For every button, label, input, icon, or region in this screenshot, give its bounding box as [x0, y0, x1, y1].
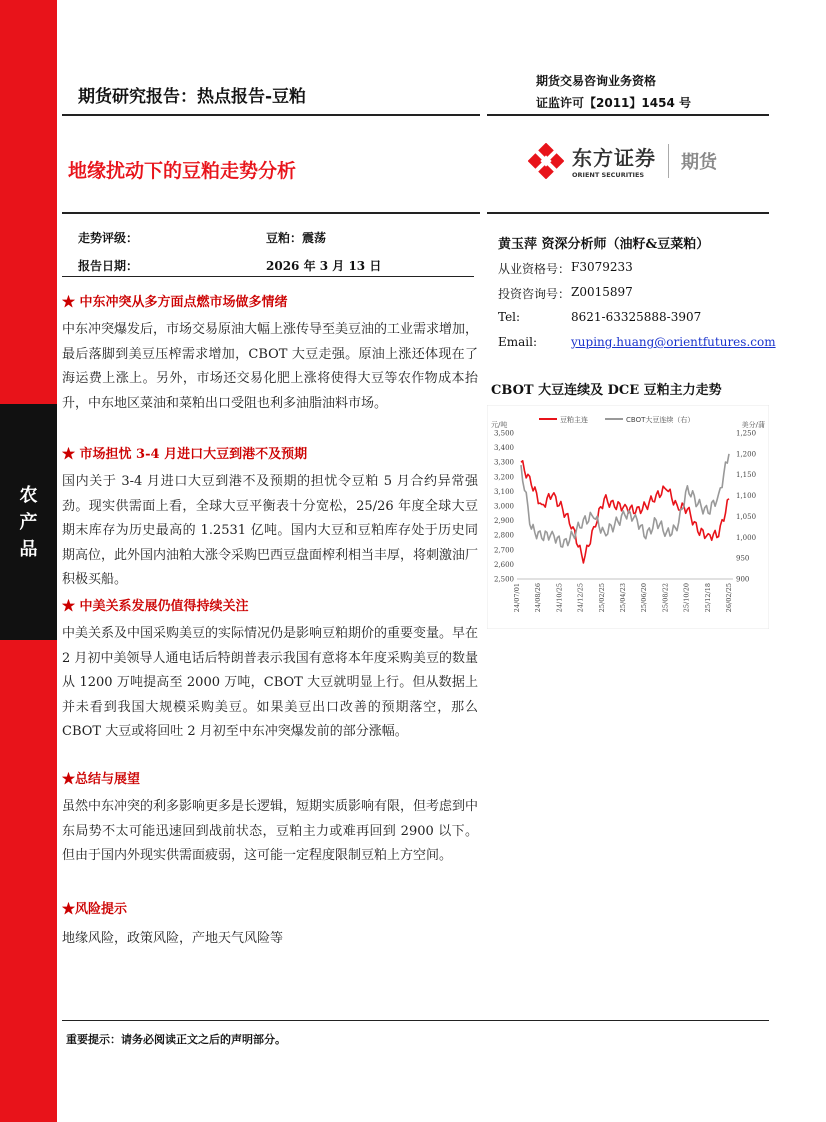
logo-cn-text: 东方证券: [572, 146, 656, 170]
x-tick-label: 25/06/20: [640, 583, 649, 613]
y-tick-left: 2,900: [493, 517, 514, 526]
section-body-2: 国内关于 3-4 月进口大豆到港不及预期的担忧令豆粕 5 月合约异常强劲。现实供需面上看，全球大豆平衡表十分宽松，25/26 年度全球大豆期末库存为历史最高的 1.2531 亿吨。国内大豆和豆粕库存处于历史同期高位，此外国内油粕大涨令采购巴西豆盘面榨利相当丰厚，将刺激油厂积极买船。: [62, 474, 479, 587]
y-tick-right: 1,250: [736, 429, 757, 438]
y-tick-left: 3,200: [493, 473, 514, 482]
x-tick-label: 24/12/25: [576, 583, 585, 613]
x-tick-label: 25/12/18: [703, 583, 712, 613]
qualification-line-1: 期货交易咨询业务资格: [536, 74, 657, 88]
report-title: 地缘扰动下的豆粕走势分析: [68, 160, 297, 182]
category-char-1: 农: [19, 484, 38, 506]
category-tag: [0, 404, 57, 640]
y-tick-right: 900: [736, 575, 750, 584]
rating-top-divider: [62, 212, 480, 214]
qualification-line-2: 证监许可【2011】1454 号: [536, 96, 691, 110]
cert-label: 从业资格号：: [498, 262, 571, 276]
x-tick-label: 25/04/23: [619, 583, 627, 613]
category-char-2: 产: [19, 511, 38, 533]
x-tick-label: 26/02/25: [725, 583, 733, 613]
section-heading-3: ★ 中美关系发展仍值得持续关注: [62, 599, 249, 614]
y-tick-left: 2,600: [493, 560, 514, 569]
section-heading-1: ★ 中东冲突从多方面点燃市场做多情绪: [62, 295, 288, 310]
legend-label: CBOT大豆连续（右）: [626, 416, 695, 424]
rating-bottom-divider: [62, 276, 474, 277]
analyst-name-title: 黄玉萍 资深分析师（油籽&豆菜粕）: [498, 237, 710, 252]
rating-block: [78, 224, 478, 280]
analyst-top-divider: [487, 212, 769, 214]
section-body-5: 地缘风险，政策风险，产地天气风险等: [62, 931, 284, 946]
y-axis-unit-left: 元/吨: [491, 421, 508, 429]
y-tick-right: 1,100: [736, 492, 757, 501]
section-body-3: 中美关系及中国采购美豆的实际情况仍是影响豆粕期价的重要变量。早在 2 月初中美领导人通电话后特朗普表示我国有意将本年度采购美豆的数量从 1200 万吨提高至 2000 万吨，CBOT 大豆就明显上行。但从数据上并未看到我国大规模采购美豆。如果美豆出口改善的预期落空，那么 CBOT 大豆或将回吐 2 月初至中东冲突爆发前的部分涨幅。: [62, 626, 479, 739]
x-tick-label: 25/10/20: [682, 583, 691, 613]
y-tick-left: 2,700: [493, 546, 514, 555]
y-tick-left: 3,300: [493, 458, 514, 467]
footer-notice: 重要提示：请务必阅读正文之后的声明部分。: [66, 1033, 286, 1046]
analyst-block: [498, 233, 776, 360]
logo-futures-text: 期货: [681, 151, 717, 173]
x-tick-label: 25/02/25: [597, 583, 606, 613]
section-heading-2: ★ 市场担忧 3-4 月进口大豆到港不及预期: [62, 447, 308, 462]
y-tick-right: 1,000: [736, 533, 757, 542]
header-divider-left: [62, 114, 480, 116]
x-tick-label: 25/08/22: [661, 583, 670, 613]
y-tick-right: 1,200: [736, 450, 757, 459]
y-tick-left: 2,800: [493, 531, 514, 540]
section-body-4: 虽然中东冲突的利多影响更多是长逻辑，短期实质影响有限，但考虑到中东局势不太可能迅速回到战前状态，豆粕主力或难再回到 2900 以下。但由于国内外现实供需面疲弱，这可能一定程度限制豆粕上方空间。: [62, 799, 479, 863]
category-char-3: 品: [19, 538, 38, 560]
legend-label: 豆粕主连: [560, 416, 588, 424]
section-body-1: 中东冲突爆发后，市场交易原油大幅上涨传导至美豆油的工业需求增加，最后落脚到美豆压榨需求增加，CBOT 大豆走强。原油上涨还体现在了海运费上涨上。另外，市场还交易化肥上涨将使得大豆等农作物成本抬升，中东地区菜油和菜粕出口受阻也利多油脂油料市场。: [62, 322, 479, 411]
logo-en-text: ORIENT SECURITIES: [572, 171, 645, 179]
price-chart: [487, 405, 769, 629]
section-heading-5: ★风险提示: [62, 902, 128, 917]
chart-title: CBOT 大豆连续及 DCE 豆粕主力走势: [491, 383, 722, 398]
cert-value: F3079233: [571, 260, 633, 274]
trend-value: 豆粕：震荡: [266, 231, 327, 245]
y-tick-left: 3,000: [493, 502, 514, 511]
email-label: Email:: [498, 335, 538, 349]
footer-divider: [62, 1020, 769, 1021]
y-tick-left: 3,400: [493, 444, 514, 453]
report-type: 期货研究报告：热点报告-豆粕: [78, 87, 307, 107]
y-tick-right: 1,150: [736, 471, 757, 480]
y-tick-left: 3,100: [493, 487, 514, 496]
consult-label: 投资咨询号：: [498, 287, 571, 301]
y-tick-left: 3,500: [493, 429, 514, 438]
consult-value: Z0015897: [571, 285, 633, 299]
company-logo: [528, 142, 717, 179]
y-axis-unit-right: 美分/蒲: [741, 421, 765, 429]
y-tick-right: 950: [736, 554, 750, 563]
x-tick-label: 24/08/26: [534, 583, 543, 613]
email-link[interactable]: yuping.huang@orientfutures.com: [571, 335, 776, 349]
tel-value: 8621-63325888-3907: [571, 310, 702, 324]
orient-logo-icon: [528, 143, 564, 179]
date-value: 2026 年 3 月 13 日: [266, 259, 382, 273]
y-tick-left: 2,500: [493, 575, 514, 584]
header-divider-right: [487, 114, 769, 116]
x-tick-label: 24/10/25: [555, 583, 564, 613]
section-heading-4: ★总结与展望: [62, 772, 141, 787]
tel-label: Tel:: [498, 310, 521, 324]
logo-separator: [668, 144, 669, 178]
date-label: 报告日期：: [78, 259, 139, 273]
x-tick-label: 24/07/01: [513, 583, 521, 613]
y-tick-right: 1,050: [736, 512, 757, 521]
qualification-block: [536, 70, 691, 114]
trend-label: 走势评级：: [78, 231, 139, 245]
